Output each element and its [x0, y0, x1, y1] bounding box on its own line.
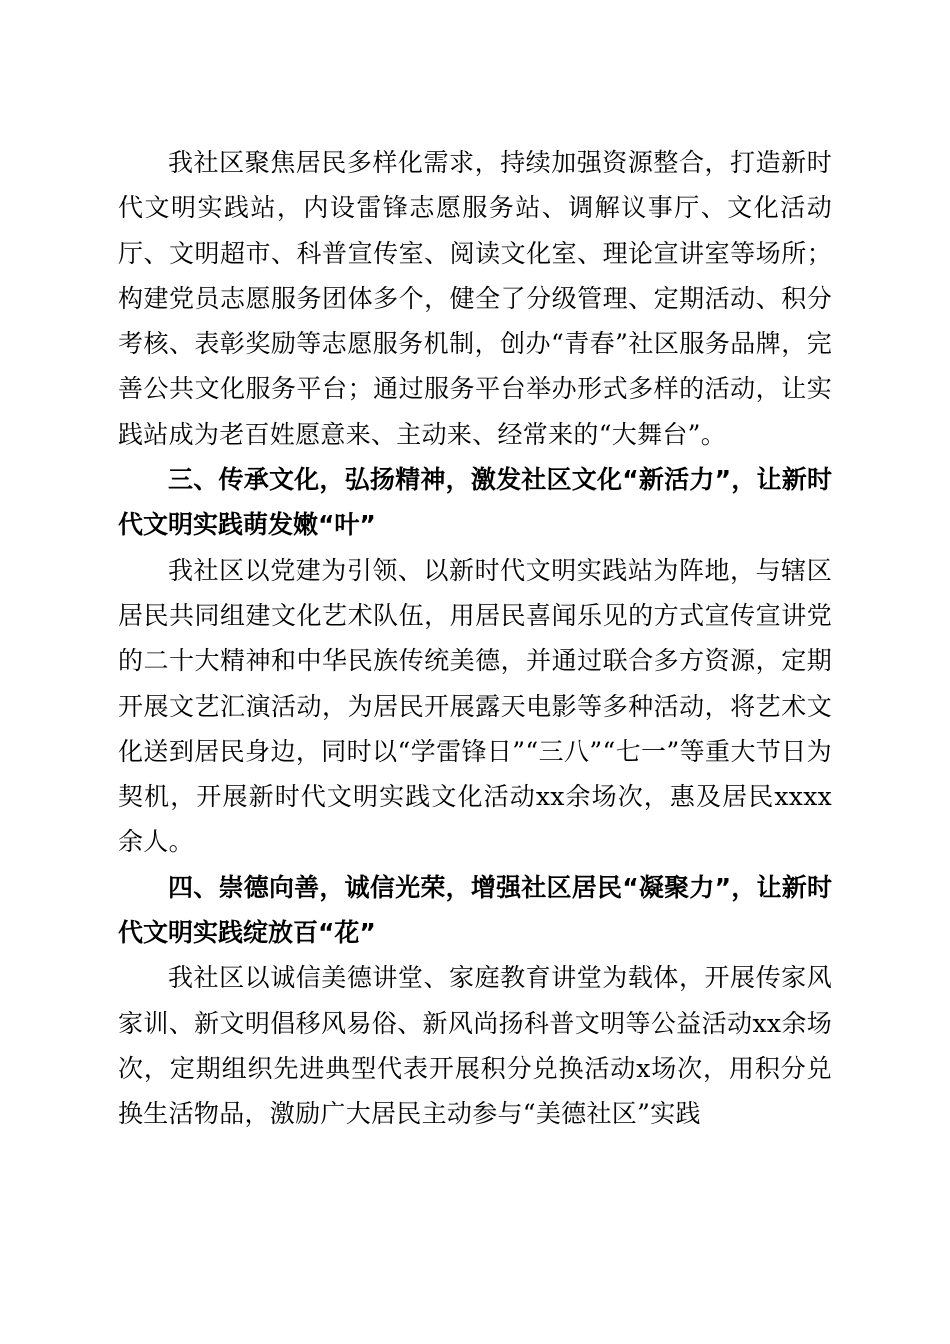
body-paragraph: 我社区以党建为引领、以新时代文明实践站为阵地，与辖区居民共同组建文化艺术队伍，用居民喜闻乐见的方式宣传宣讲党的二十大精神和中华民族传统美德，并通过联合多方资源，定期开展文艺汇演活动，为居民开展露天电影等多种活动，将艺术文化送到居民身边，同时以“学雷锋日”“三八”“七一”等重大节日为契机，开展新时代文明实践文化活动xx余场次，惠及居民xxxx余人。: [118, 555, 832, 857]
body-paragraph: 我社区聚焦居民多样化需求，持续加强资源整合，打造新时代文明实践站，内设雷锋志愿服务站、调解议事厅、文化活动厅、文明超市、科普宣传室、阅读文化室、理论宣讲室等场所；构建党员志愿服务团体多个，健全了分级管理、定期活动、积分考核、表彰奖励等志愿服务机制，创办“青春”社区服务品牌，完善公共文化服务平台；通过服务平台举办形式多样的活动，让实践站成为老百姓愿意来、主动来、经常来的“大舞台”。: [118, 148, 832, 449]
section-heading: 四、崇德向善，诚信光荣，增强社区居民“凝聚力”，让新时代文明实践绽放百“花”: [118, 872, 832, 948]
body-paragraph: 我社区以诚信美德讲堂、家庭教育讲堂为载体，开展传家风家训、新文明倡移风易俗、新风尚扬科普文明等公益活动xx余场次，定期组织先进典型代表开展积分兑换活动x场次，用积分兑换生活物品，激励广大居民主动参与“美德社区”实践: [118, 963, 832, 1129]
document-page: [118, 140, 832, 1137]
section-heading: 三、传承文化，弘扬精神，激发社区文化“新活力”，让新时代文明实践萌发嫩“叶”: [118, 465, 832, 540]
